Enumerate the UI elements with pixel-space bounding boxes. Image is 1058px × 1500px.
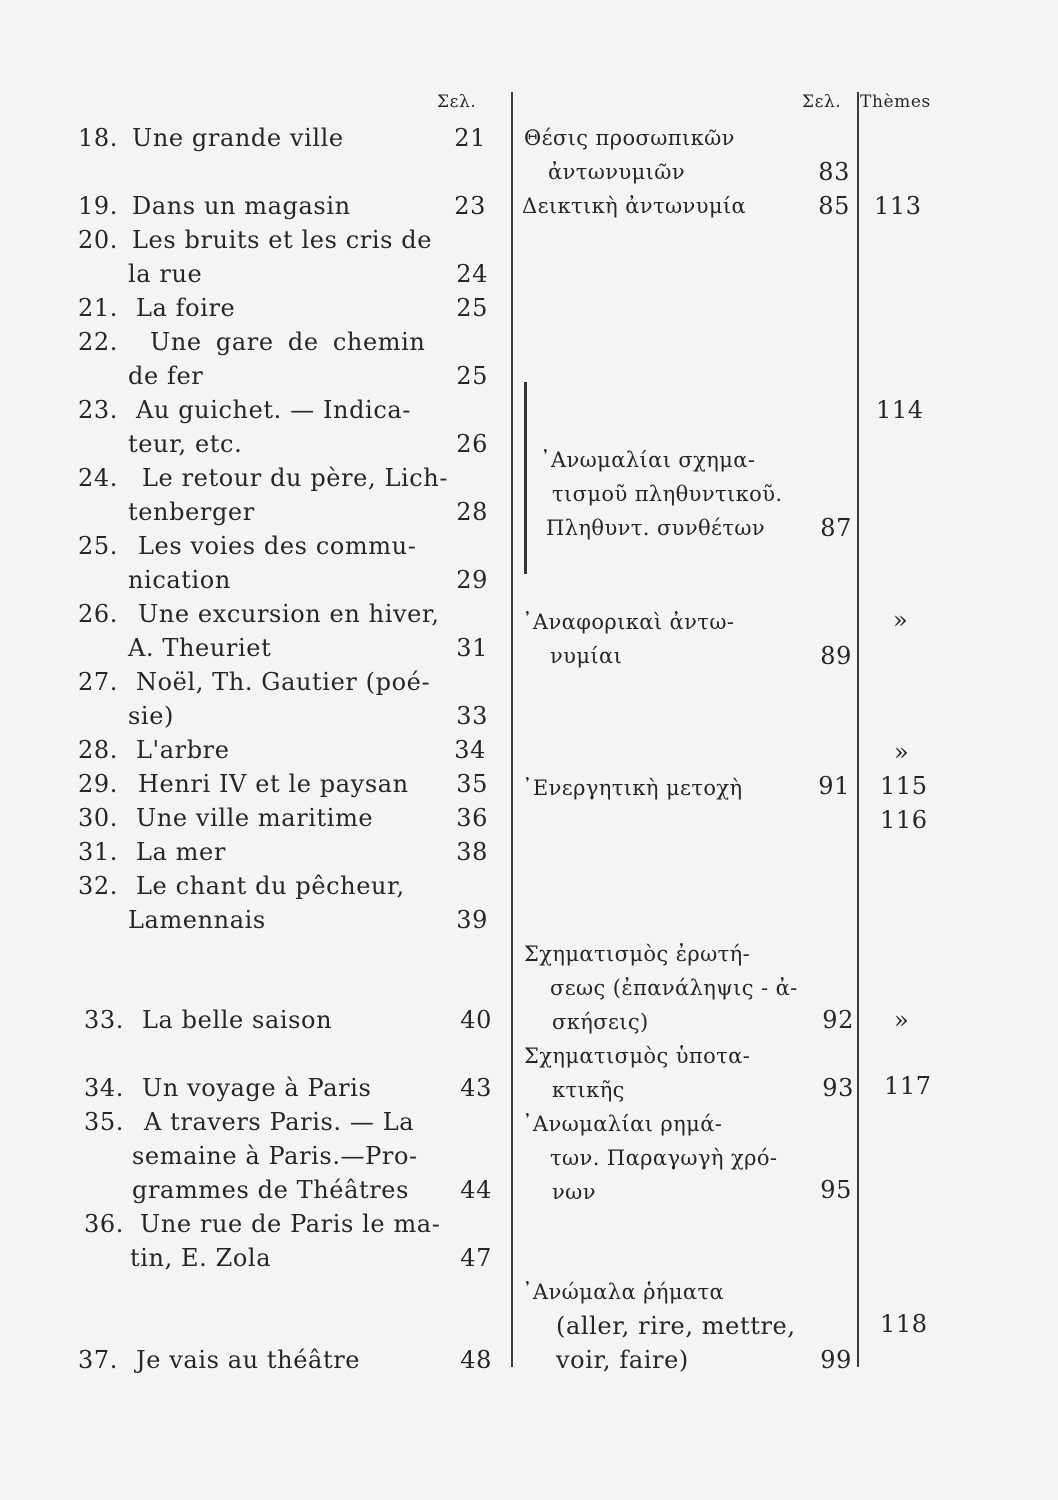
- lesson-title: La foire: [136, 294, 236, 322]
- lesson-title: Une rue de Paris le ma-: [140, 1210, 441, 1238]
- lesson-number: 32.: [78, 872, 118, 900]
- grammar-topic-cont: σκήσεις): [552, 1010, 649, 1034]
- lesson-number: 21.: [78, 294, 118, 322]
- lesson-title: Une gare de chemin: [150, 328, 426, 356]
- column-divider-left: [511, 92, 513, 1367]
- lesson-title: L'arbre: [136, 736, 230, 764]
- lesson-number: 34.: [84, 1074, 124, 1102]
- lesson-page: 26: [456, 430, 488, 458]
- lesson-title-cont: teur, etc.: [128, 430, 243, 458]
- lesson-number: 24.: [78, 464, 118, 492]
- lesson-page: 28: [456, 498, 488, 526]
- lesson-number: 27.: [78, 668, 118, 696]
- lesson-page: 25: [456, 362, 488, 390]
- grammar-topic: ᾿Ανώμαλα ῥήματα: [522, 1280, 725, 1304]
- lesson-title: La mer: [136, 838, 226, 866]
- grammar-topic-cont: τισμοῦ πληθυντικοῦ.: [552, 482, 783, 506]
- grammar-topic: Σχηματισμὸς ἐρωτή-: [524, 942, 751, 966]
- theme-ditto: »: [893, 606, 909, 634]
- grammar-topic-cont: voir, faire): [556, 1346, 689, 1374]
- lesson-title: Une excursion en hiver,: [138, 600, 440, 628]
- lesson-title: Un voyage à Paris: [142, 1074, 372, 1102]
- grammar-topic-cont: Πληθυντ. συνθέτων: [546, 516, 766, 540]
- lesson-title: Les bruits et les cris de: [132, 226, 433, 254]
- theme-number: 117: [884, 1072, 932, 1100]
- theme-number: 115: [880, 772, 928, 800]
- grammar-topic: Θέσις προσωπικῶν: [524, 126, 735, 150]
- lesson-page: 36: [456, 804, 488, 832]
- lesson-title-cont: tenberger: [128, 498, 255, 526]
- lesson-title: Le chant du pêcheur,: [136, 872, 405, 900]
- grammar-topic: ᾿Αναφορικαὶ ἀντω-: [522, 610, 735, 634]
- lesson-number: 22.: [78, 328, 118, 356]
- lesson-title: Le retour du père, Lich-: [142, 464, 449, 492]
- grammar-page: 83: [818, 158, 850, 186]
- lesson-number: 30.: [78, 804, 118, 832]
- header-sel-right: Σελ.: [802, 92, 842, 112]
- lesson-title: Au guichet. — Indica-: [136, 396, 411, 424]
- lesson-page: 31: [456, 634, 488, 662]
- grammar-topic: ᾿Ενεργητικὴ μετοχὴ: [522, 776, 743, 800]
- lesson-number: 26.: [78, 600, 118, 628]
- lesson-page: 39: [456, 906, 488, 934]
- lesson-page: 23: [454, 192, 486, 220]
- theme-number: 114: [876, 396, 924, 424]
- lesson-title-cont: Lamennais: [128, 906, 266, 934]
- lesson-number: 37.: [78, 1346, 118, 1374]
- lesson-title: Henri IV et le paysan: [138, 770, 409, 798]
- grammar-topic-cont: ἀντωνυμιῶν: [548, 160, 685, 184]
- grammar-topic: Δεικτικὴ ἀντωνυμία: [522, 194, 747, 218]
- grammar-page: 85: [818, 192, 850, 220]
- lesson-title: Une ville maritime: [136, 804, 374, 832]
- theme-number: 118: [880, 1310, 928, 1338]
- grammar-topic-cont: σεως (ἐπανάληψις - ἀ-: [550, 976, 798, 1000]
- lesson-title-cont: la rue: [128, 260, 203, 288]
- lesson-page: 40: [460, 1006, 492, 1034]
- lesson-title: Dans un magasin: [132, 192, 351, 220]
- column-divider-right: [857, 92, 859, 1367]
- lesson-number: 33.: [84, 1006, 124, 1034]
- lesson-title-cont: nication: [128, 566, 231, 594]
- grammar-page: 93: [822, 1074, 854, 1102]
- lesson-title: A travers Paris. — La: [144, 1108, 415, 1136]
- lesson-page: 29: [456, 566, 488, 594]
- lesson-number: 28.: [78, 736, 118, 764]
- lesson-number: 20.: [78, 226, 118, 254]
- grammar-page: 91: [818, 772, 850, 800]
- lesson-page: 34: [454, 736, 486, 764]
- lesson-title-cont: sie): [128, 702, 174, 730]
- grammar-page: 99: [820, 1346, 852, 1374]
- lesson-page: 44: [460, 1176, 492, 1204]
- theme-ditto: »: [894, 738, 910, 766]
- lesson-page: 35: [456, 770, 488, 798]
- lesson-page: 48: [460, 1346, 492, 1374]
- grouping-brace: [524, 382, 527, 574]
- lesson-title: Noël, Th. Gautier (poé-: [136, 668, 431, 696]
- lesson-number: 19.: [78, 192, 118, 220]
- grammar-page: 87: [820, 514, 852, 542]
- grammar-page: 89: [820, 642, 852, 670]
- lesson-number: 29.: [78, 770, 118, 798]
- lesson-number: 36.: [84, 1210, 124, 1238]
- grammar-topic-cont: νυμίαι: [550, 644, 623, 668]
- lesson-number: 31.: [78, 838, 118, 866]
- grammar-page: 95: [820, 1176, 852, 1204]
- lesson-title-cont: grammes de Théâtres: [132, 1176, 410, 1204]
- theme-number: 113: [874, 192, 922, 220]
- lesson-page: 33: [456, 702, 488, 730]
- lesson-page: 24: [456, 260, 488, 288]
- lesson-page: 43: [460, 1074, 492, 1102]
- lesson-title: La belle saison: [142, 1006, 333, 1034]
- lesson-page: 47: [460, 1244, 492, 1272]
- lesson-page: 21: [454, 124, 486, 152]
- grammar-topic: ᾿Ανωμαλίαι σχημα-: [540, 448, 756, 472]
- lesson-number: 35.: [84, 1108, 124, 1136]
- lesson-number: 18.: [78, 124, 118, 152]
- lesson-page: 38: [456, 838, 488, 866]
- header-sel-left: Σελ.: [437, 92, 477, 112]
- grammar-topic-cont: νων: [552, 1180, 596, 1204]
- lesson-title: Je vais au théâtre: [136, 1346, 361, 1374]
- lesson-title: Une grande ville: [132, 124, 344, 152]
- lesson-number: 23.: [78, 396, 118, 424]
- lesson-title-cont: semaine à Paris.—Pro-: [132, 1142, 418, 1170]
- theme-ditto: »: [894, 1006, 910, 1034]
- lesson-page: 25: [456, 294, 488, 322]
- lesson-title: Les voies des commu-: [138, 532, 417, 560]
- lesson-title-cont: A. Theuriet: [128, 634, 272, 662]
- grammar-topic-cont: κτικῆς: [552, 1078, 625, 1102]
- grammar-topic-cont: (aller, rire, mettre,: [556, 1312, 796, 1340]
- grammar-topic: Σχηματισμὸς ὑποτα-: [524, 1044, 751, 1068]
- theme-number: 116: [880, 806, 928, 834]
- grammar-topic: ᾿Ανωμαλίαι ρημά-: [522, 1112, 723, 1136]
- lesson-number: 25.: [78, 532, 118, 560]
- grammar-topic-cont: των. Παραγωγὴ χρό-: [550, 1146, 778, 1170]
- header-themes: Thèmes: [860, 92, 931, 112]
- lesson-title-cont: tin, E. Zola: [130, 1244, 272, 1272]
- lesson-title-cont: de fer: [128, 362, 204, 390]
- grammar-page: 92: [822, 1006, 854, 1034]
